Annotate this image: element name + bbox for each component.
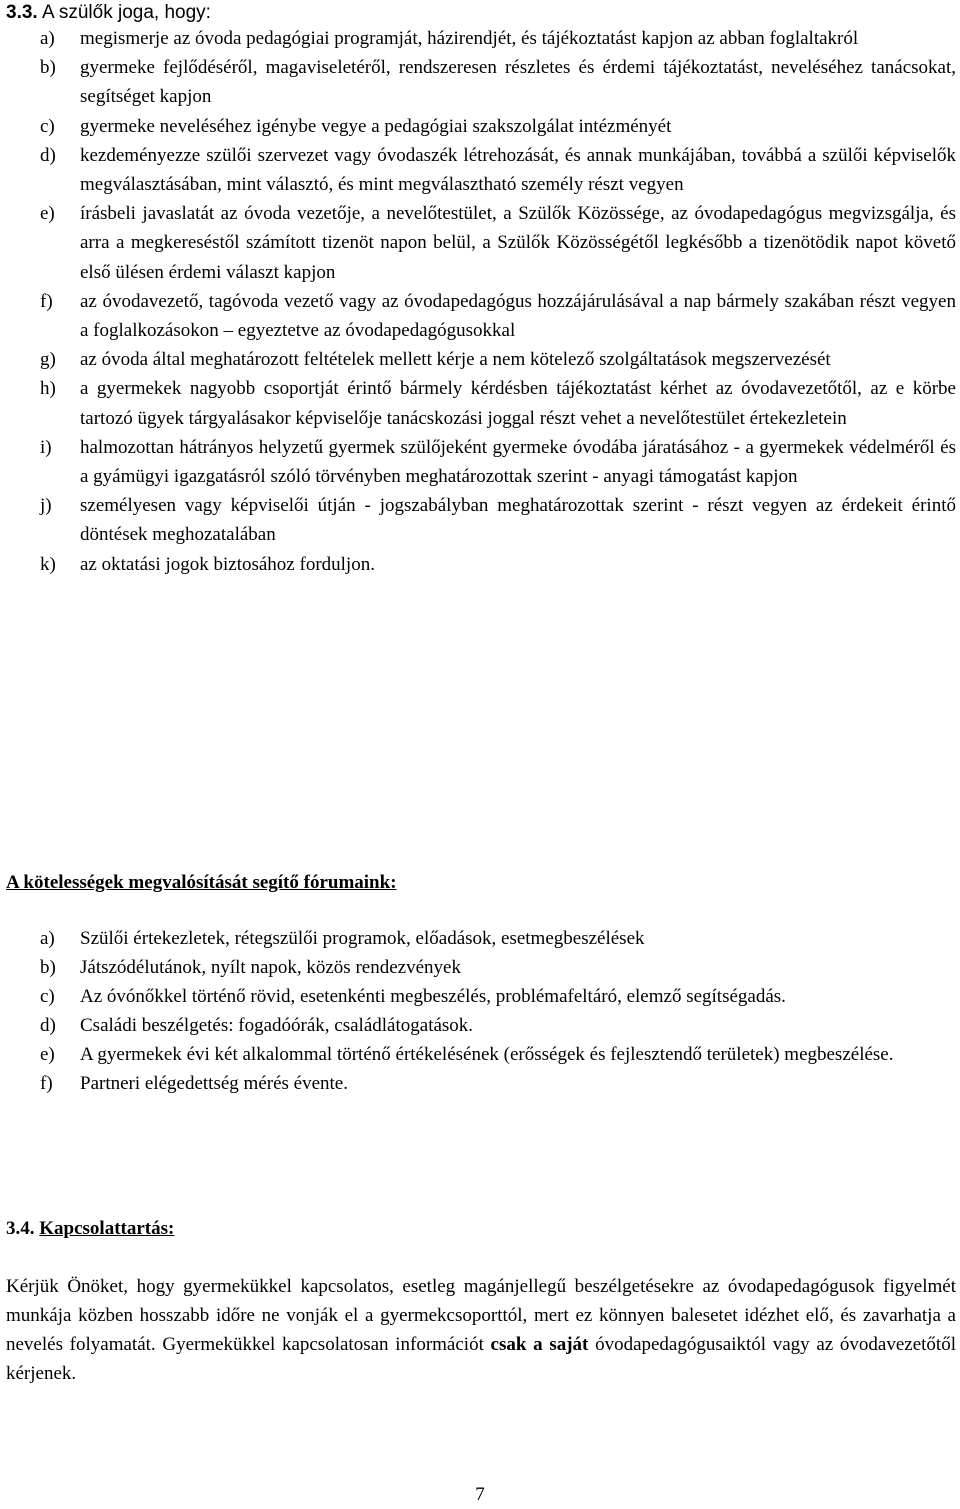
list-item [40,1011,956,1040]
contact-paragraph [6,1272,956,1388]
list-item-text: Játszódélutánok, nyílt napok, közös rendezvények [80,957,461,978]
list-marker: e) [40,1044,55,1065]
list-item [40,53,956,111]
list-item [40,345,956,374]
list-marker: i) [40,436,52,458]
list-marker: f) [40,1073,53,1094]
list-marker: a) [40,28,55,49]
list-marker: c) [40,986,55,1007]
list-item [40,1069,956,1098]
list-marker: j) [40,495,52,517]
list-item [40,953,956,982]
list-item [40,199,956,287]
paragraph-text: óvodapedagógusaiktól vagy az óvodavezetőtől kérjenek. [6,1334,956,1384]
section-title: Kapcsolattartás: [39,1218,175,1239]
forums-list [40,924,956,1098]
list-item-text: az óvoda által meghatározott feltételek mellett kérje a nem kötelező szolgáltatások megszervezését [80,349,831,371]
list-marker: d) [40,1015,56,1036]
list-item-text: Az óvónőkkel történő rövid, esetenkénti megbeszélés, problémafeltáró, elemző segítségadás. [80,986,786,1007]
list-item-text: megismerje az óvoda pedagógiai programját, házirendjét, és tájékoztatást kapjon az abban foglaltakról [80,28,859,49]
list-item-text: írásbeli javaslatát az óvoda vezetője, a nevelőtestület, a Szülők Közössége, az óvodapedagógus megvizsgálja, és arra a megkereséstől számított tizenöt napon belül, a Szülők Közösségétől legkésőbb a tizenötödik napot követő első ülésen érdemi választ kapjon [80,203,956,283]
list-marker: d) [40,144,56,166]
list-item [40,491,956,549]
list-item-text: gyermeke neveléséhez igénybe vegye a pedagógiai szakszolgálat intézményét [80,115,672,137]
list-marker: k) [40,553,56,575]
list-marker: e) [40,203,55,225]
forums-heading [6,872,397,894]
list-item [40,1040,956,1069]
list-item [40,982,956,1011]
list-item [40,433,956,491]
section-number: 3.4. [6,1218,35,1239]
list-item [40,141,956,199]
list-item [40,374,956,432]
list-marker: c) [40,115,55,137]
list-item [40,112,956,141]
list-item-text: gyermeke fejlődéséről, magaviseletéről, rendszeresen részletes és érdemi tájékoztatást, neveléséhez tanácsokat, segítséget kapjon [80,57,956,108]
list-marker: b) [40,957,56,978]
list-marker: f) [40,290,53,312]
list-marker: h) [40,378,56,400]
list-item-text: a gyermekek nagyobb csoportját érintő bármely kérdésben tájékoztatást kérhet az óvodavezetőtől, az e körbe tartozó ügyek tárgyalásakor képviselője tanácskozási joggal részt vehet a nevelőtestület értekezletein [80,378,956,429]
section-title: A szülők joga, hogy: [41,2,211,23]
list-item-text: személyesen vagy képviselői útján - jogszabályban meghatározottak szerint - részt vegyen az érdekeit érintő döntések meghozatalában [80,495,956,546]
list-item-text: az óvodavezető, tagóvoda vezető vagy az óvodapedagógus hozzájárulásával a nap bármely szakában részt vegyen a foglalkozásokon – egyeztetve az óvodapedagógusokkal [80,290,956,342]
page-number: 7 [475,1484,485,1505]
list-item-text: kezdeményezze szülői szervezet vagy óvodaszék létrehozását, és annak munkájában, továbbá a szülői képviselők megválasztásában, mint választó, és mint megválasztható személy részt vegyen [80,144,956,196]
section-heading-3-3 [6,2,954,24]
list-marker: g) [40,349,56,371]
list-marker: a) [40,928,55,949]
parent-rights-list [40,24,956,579]
list-marker: b) [40,57,56,79]
list-item-text: A gyermekek évi két alkalommal történő értékelésének (erősségek és fejlesztendő területek) megbeszélése. [80,1044,894,1065]
list-item [40,924,956,953]
list-item-text: az oktatási jogok biztosához forduljon. [80,553,375,575]
paragraph-emphasis: csak a saját [490,1334,589,1355]
list-item [40,550,956,579]
section-heading-3-4 [6,1218,174,1240]
list-item-text: Szülői értekezletek, rétegszülői programok, előadások, esetmegbeszélések [80,928,645,949]
list-item [40,287,956,345]
forums-title: A kötelességek megvalósítását segítő fórumaink: [6,872,397,893]
section-number: 3.3. [6,2,38,23]
paragraph-text: Kérjük Önöket, hogy gyermekükkel kapcsolatos, esetleg magánjellegű beszélgetésekre az óvodapedagógusok figyelmét munkája közben hosszabb időre ne vonják el a gyermekcsoporttól, mert ez könnyen balesetet idézhet elő, és zavarhatja a nevelés folyamatát. Gyermekükkel kapcsolatosan információt [6,1276,956,1355]
list-item-text: Családi beszélgetés: fogadóórák, családlátogatások. [80,1015,474,1036]
list-item-text: Partneri elégedettség mérés évente. [80,1073,348,1094]
list-item-text: halmozottan hátrányos helyzetű gyermek szülőjeként gyermeke óvodába járatásához - a gyermekek védelméről és a gyámügyi igazgatásról szóló törvényben meghatározottak szerint - anyagi támogatást kapjon [80,436,956,488]
list-item [40,24,956,53]
